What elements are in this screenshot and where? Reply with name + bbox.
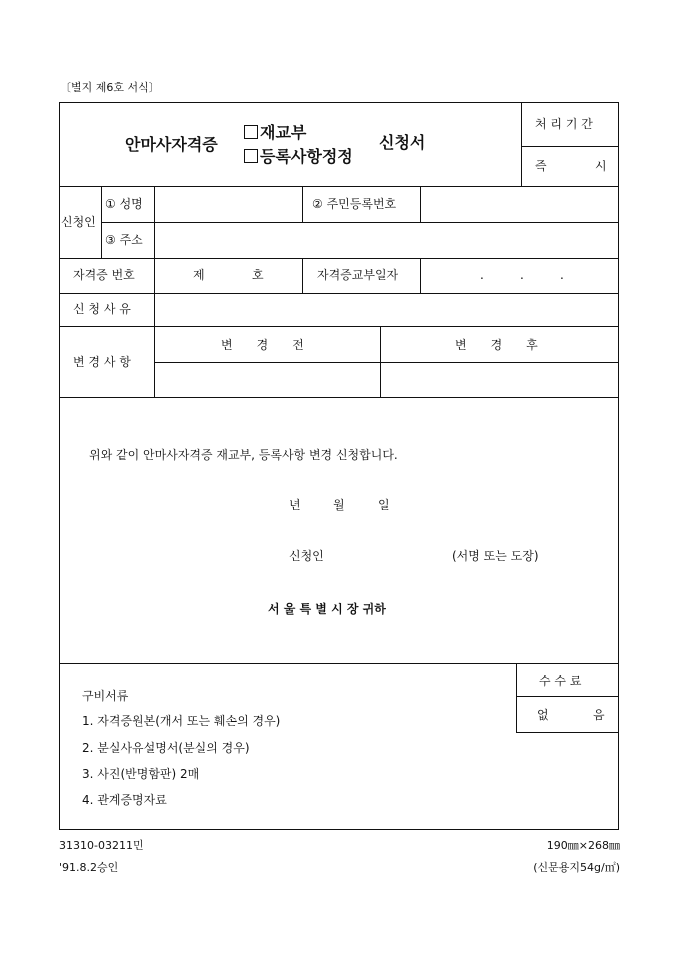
title-option-correction[interactable] — [244, 148, 353, 166]
changes-label: 변 경 사 항 — [73, 355, 131, 369]
reason-field[interactable] — [156, 295, 616, 324]
issue-date-dot-2: . — [520, 268, 524, 282]
address-label: ③ 주소 — [105, 233, 143, 247]
rrn-label: ② 주민등록번호 — [312, 197, 397, 211]
signature-label: (서명 또는 도장) — [452, 549, 539, 563]
changes-after-label: 변 경 후 — [455, 338, 538, 352]
document-item-4: 4. 관계증명자료 — [82, 793, 167, 807]
processing-value-right: 시 — [595, 159, 607, 173]
changes-after-field[interactable] — [382, 364, 616, 395]
title-option-reissue-label: 재교부 — [260, 123, 307, 142]
title-suffix: 신청서 — [379, 133, 426, 152]
frame-bottom — [59, 829, 619, 830]
name-label: ① 성명 — [105, 197, 143, 211]
reason-label: 신 청 사 유 — [73, 302, 131, 316]
document-item-3: 3. 사진(반명함판) 2매 — [82, 767, 200, 781]
checkbox-correction[interactable] — [244, 149, 258, 163]
processing-label: 처 리 기 간 — [535, 117, 593, 131]
license-number-suffix: 호 — [252, 268, 264, 282]
paper-type: (신문용지54g/㎡) — [533, 861, 620, 874]
frame-left — [59, 102, 60, 830]
fee-label: 수 수 료 — [539, 674, 582, 688]
license-number-label: 자격증 번호 — [73, 268, 135, 282]
checkbox-reissue[interactable] — [244, 125, 258, 139]
changes-before-label: 변 경 전 — [221, 338, 304, 352]
documents-heading: 구비서류 — [82, 689, 129, 703]
issue-date-label: 자격증교부일자 — [317, 268, 399, 282]
date-year: 년 — [289, 498, 301, 512]
issue-date-dot-3: . — [560, 268, 564, 282]
license-number-field[interactable] — [206, 260, 250, 291]
statement-text: 위와 같이 안마사자격증 재교부, 등록사항 변경 신청합니다. — [89, 448, 398, 462]
document-item-2: 2. 분실사유설명서(분실의 경우) — [82, 741, 250, 755]
applicant-label: 신청인 — [61, 215, 96, 229]
document-item-1: 1. 자격증원본(개서 또는 훼손의 경우) — [82, 714, 281, 728]
date-month: 월 — [333, 498, 345, 512]
issue-date-field[interactable] — [422, 260, 616, 291]
processing-value-left: 즉 — [535, 159, 547, 173]
name-field[interactable] — [156, 188, 300, 220]
fee-value-left: 없 — [537, 708, 549, 722]
license-number-prefix: 제 — [193, 268, 205, 282]
date-day: 일 — [378, 498, 390, 512]
signer-field[interactable] — [330, 544, 440, 566]
title-prefix: 안마사자격증 — [125, 135, 218, 154]
issue-date-dot-1: . — [480, 268, 484, 282]
form-code: 31310-03211민 — [59, 839, 144, 852]
form-label: 〔별지 제6호 서식〕 — [60, 81, 160, 94]
rrn-field[interactable] — [422, 188, 616, 220]
title-option-reissue[interactable] — [244, 124, 306, 142]
signer-label: 신청인 — [289, 549, 324, 563]
title-option-correction-label: 등록사항정정 — [260, 147, 353, 166]
fee-value-right: 음 — [593, 708, 605, 722]
frame-right — [618, 102, 619, 830]
addressee: 서 울 특 별 시 장 귀하 — [268, 602, 386, 616]
frame-top — [59, 102, 619, 103]
changes-before-field[interactable] — [156, 364, 378, 395]
paper-size: 190㎜×268㎜ — [546, 839, 620, 852]
approval-date: '91.8.2승인 — [59, 861, 119, 874]
address-field[interactable] — [156, 224, 616, 256]
